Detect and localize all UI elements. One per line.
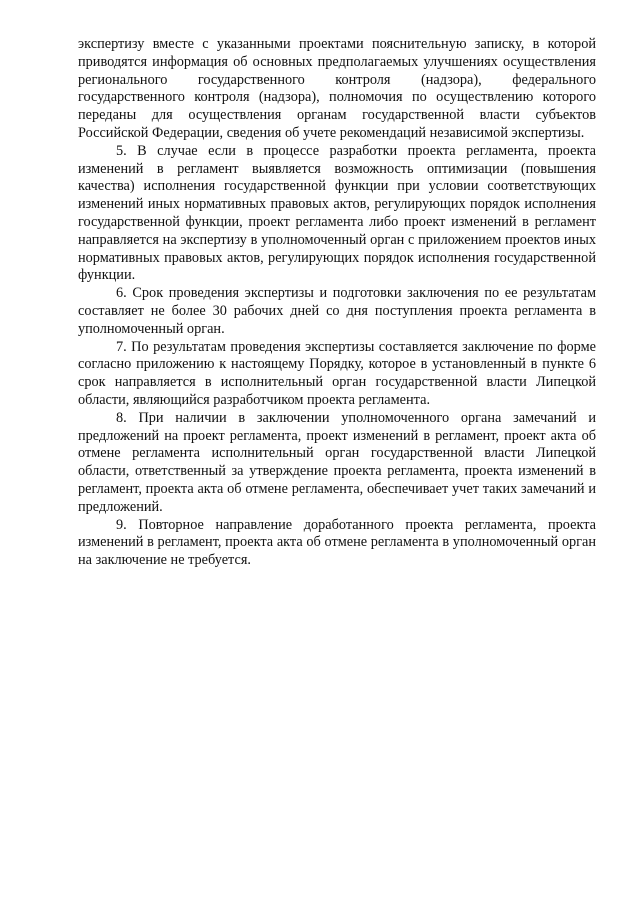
paragraph-5: 5. В случае если в процессе разработки проекта регламента, проекта изменений в регламент выявляется возможность оптимизации (повышения качества) исполнения государственной функции при условии соответствующих изменений иных нормативных правовых актов, регулирующих порядок исполнения государственной функции, проект регламента либо проект изменений в регламент направляется на экспертизу в уполномоченный орган с приложением проектов иных нормативных правовых актов, регулирующих порядок исполнения государственной функции. [78,142,596,284]
paragraph-6: 6. Срок проведения экспертизы и подготовки заключения по ее результатам составляет не более 30 рабочих дней со дня поступления проекта регламента в уполномоченный орган. [78,285,596,337]
paragraph-9: 9. Повторное направление доработанного проекта регламента, проекта изменений в регламент, проекта акта об отмене регламента в уполномоченный орган на заключение не требуется. [78,516,596,569]
paragraph-8: 8. При наличии в заключении уполномоченного органа замечаний и предложений на проект регламента, проект изменений в регламент, проект акта об отмене регламента исполнительный орган государственной власти Липецкой области, ответственный за утверждение проекта регламента, проекта изменений в регламент, проекта акта об отмене регламента, обеспечивает учет таких замечаний и предложений. [78,409,596,515]
document-page [78,36,596,570]
paragraph-continuation: экспертизу вместе с указанными проектами пояснительную записку, в которой приводятся информация об основных предполагаемых улучшениях осуществления регионального государственного контроля (надзора), федерального государственного контроля (надзора), полномочия по осуществлению которого переданы для осуществления органам государственной власти субъектов Российской Федерации, сведения об учете рекомендаций независимой экспертизы. [78,36,596,141]
paragraph-7: 7. По результатам проведения экспертизы составляется заключение по форме согласно приложению к настоящему Порядку, которое в установленный в пункте 6 срок направляется в исполнительный орган государственной власти Липецкой области, являющийся разработчиком проекта регламента. [78,338,596,408]
